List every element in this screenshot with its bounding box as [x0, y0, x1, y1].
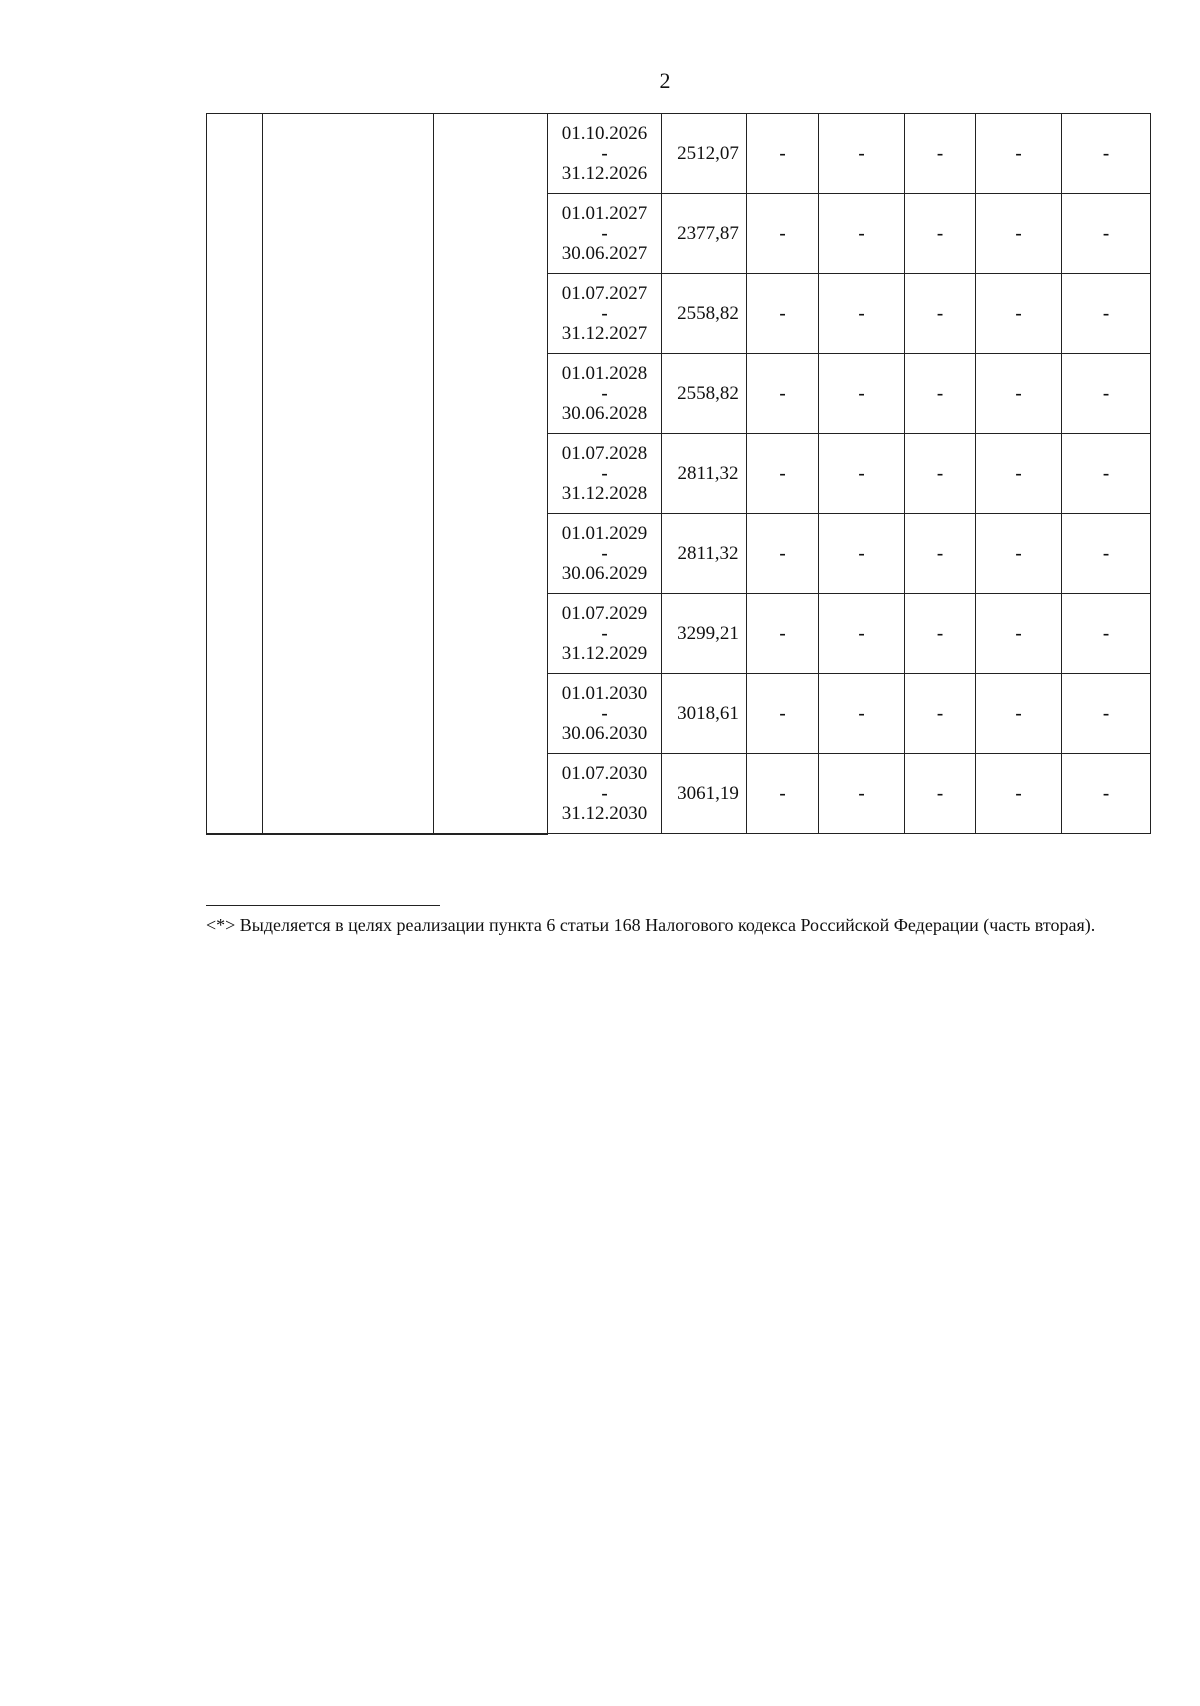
footnote-text: <*> Выделяется в целях реализации пункта 6 статьи 168 Налогового кодекса Российской Федерации (часть вторая). — [206, 915, 1096, 935]
empty-value-cell: - — [976, 754, 1062, 834]
empty-value-cell: - — [747, 114, 819, 194]
tariff-value-cell: 2512,07 — [662, 114, 747, 194]
period-end: 31.12.2027 — [561, 322, 648, 344]
period-start: 01.10.2026 — [561, 122, 648, 144]
period-start: 01.07.2027 — [561, 282, 648, 304]
empty-value-cell: - — [1062, 594, 1151, 674]
period-separator: - — [601, 542, 608, 564]
period-start: 01.01.2029 — [561, 522, 648, 544]
period-start: 01.07.2028 — [561, 442, 648, 464]
tariff-value-cell: 3018,61 — [662, 674, 747, 754]
empty-value-cell: - — [976, 434, 1062, 514]
empty-value-cell: - — [819, 514, 905, 594]
empty-value-cell: - — [819, 354, 905, 434]
period-range — [548, 282, 661, 346]
empty-value-cell: - — [905, 354, 976, 434]
period-cell — [548, 434, 662, 514]
empty-value-cell: - — [747, 434, 819, 514]
empty-value-cell: - — [976, 274, 1062, 354]
period-separator: - — [601, 702, 608, 724]
empty-value-cell: - — [1062, 434, 1151, 514]
tariff-table — [206, 113, 1151, 835]
tariff-value-cell: 2811,32 — [662, 514, 747, 594]
empty-value-cell: - — [1062, 114, 1151, 194]
tariff-value-cell: 2377,87 — [662, 194, 747, 274]
empty-value-cell: - — [747, 354, 819, 434]
period-start: 01.07.2029 — [561, 602, 648, 624]
period-start: 01.01.2027 — [561, 202, 648, 224]
empty-value-cell: - — [905, 114, 976, 194]
period-range — [548, 682, 661, 746]
period-end: 31.12.2030 — [561, 802, 648, 824]
period-range — [548, 762, 661, 826]
tariff-value-cell: 2811,32 — [662, 434, 747, 514]
period-range — [548, 122, 661, 186]
period-range — [548, 522, 661, 586]
period-cell — [548, 594, 662, 674]
empty-value-cell: - — [819, 754, 905, 834]
period-separator: - — [601, 222, 608, 244]
empty-value-cell: - — [747, 674, 819, 754]
period-cell — [548, 274, 662, 354]
period-range — [548, 202, 661, 266]
tariff-value-cell: 2558,82 — [662, 274, 747, 354]
empty-value-cell: - — [905, 674, 976, 754]
empty-value-cell: - — [747, 194, 819, 274]
period-cell — [548, 754, 662, 834]
table-row — [207, 114, 1151, 194]
empty-value-cell: - — [976, 514, 1062, 594]
period-end: 31.12.2029 — [561, 642, 648, 664]
tariff-value-cell: 3061,19 — [662, 754, 747, 834]
period-separator: - — [601, 462, 608, 484]
empty-value-cell: - — [976, 114, 1062, 194]
empty-value-cell: - — [747, 274, 819, 354]
footnote-divider — [206, 905, 440, 906]
empty-value-cell: - — [747, 594, 819, 674]
period-end: 30.06.2029 — [561, 562, 648, 584]
table-body — [207, 114, 1151, 834]
empty-value-cell: - — [905, 274, 976, 354]
period-cell — [548, 354, 662, 434]
period-cell — [548, 514, 662, 594]
period-end: 30.06.2030 — [561, 722, 648, 744]
empty-merged-cell — [434, 114, 548, 834]
period-separator: - — [601, 382, 608, 404]
empty-value-cell: - — [905, 594, 976, 674]
period-range — [548, 362, 661, 426]
empty-value-cell: - — [819, 114, 905, 194]
empty-value-cell: - — [976, 354, 1062, 434]
period-end: 30.06.2027 — [561, 242, 648, 264]
empty-value-cell: - — [905, 754, 976, 834]
empty-merged-cell — [263, 114, 434, 834]
period-separator: - — [601, 782, 608, 804]
empty-value-cell: - — [819, 274, 905, 354]
empty-value-cell: - — [1062, 354, 1151, 434]
period-separator: - — [601, 622, 608, 644]
period-range — [548, 442, 661, 506]
tariff-value-cell: 2558,82 — [662, 354, 747, 434]
period-cell — [548, 194, 662, 274]
empty-value-cell: - — [747, 754, 819, 834]
empty-value-cell: - — [976, 594, 1062, 674]
empty-value-cell: - — [976, 194, 1062, 274]
period-range — [548, 602, 661, 666]
period-separator: - — [601, 302, 608, 324]
empty-value-cell: - — [747, 514, 819, 594]
empty-value-cell: - — [1062, 274, 1151, 354]
empty-merged-cell — [207, 114, 263, 834]
empty-value-cell: - — [905, 194, 976, 274]
empty-value-cell: - — [819, 434, 905, 514]
tariff-value-cell: 3299,21 — [662, 594, 747, 674]
empty-value-cell: - — [1062, 514, 1151, 594]
empty-value-cell: - — [1062, 674, 1151, 754]
empty-value-cell: - — [819, 194, 905, 274]
period-start: 01.01.2030 — [561, 682, 648, 704]
empty-value-cell: - — [1062, 194, 1151, 274]
period-start: 01.01.2028 — [561, 362, 648, 384]
empty-value-cell: - — [905, 434, 976, 514]
page-number: 2 — [659, 68, 671, 93]
period-separator: - — [601, 142, 608, 164]
period-end: 31.12.2026 — [561, 162, 648, 184]
period-end: 31.12.2028 — [561, 482, 648, 504]
empty-value-cell: - — [819, 594, 905, 674]
empty-value-cell: - — [905, 514, 976, 594]
empty-value-cell: - — [976, 674, 1062, 754]
period-cell — [548, 674, 662, 754]
empty-value-cell: - — [819, 674, 905, 754]
period-cell — [548, 114, 662, 194]
period-end: 30.06.2028 — [561, 402, 648, 424]
empty-value-cell: - — [1062, 754, 1151, 834]
period-start: 01.07.2030 — [561, 762, 648, 784]
